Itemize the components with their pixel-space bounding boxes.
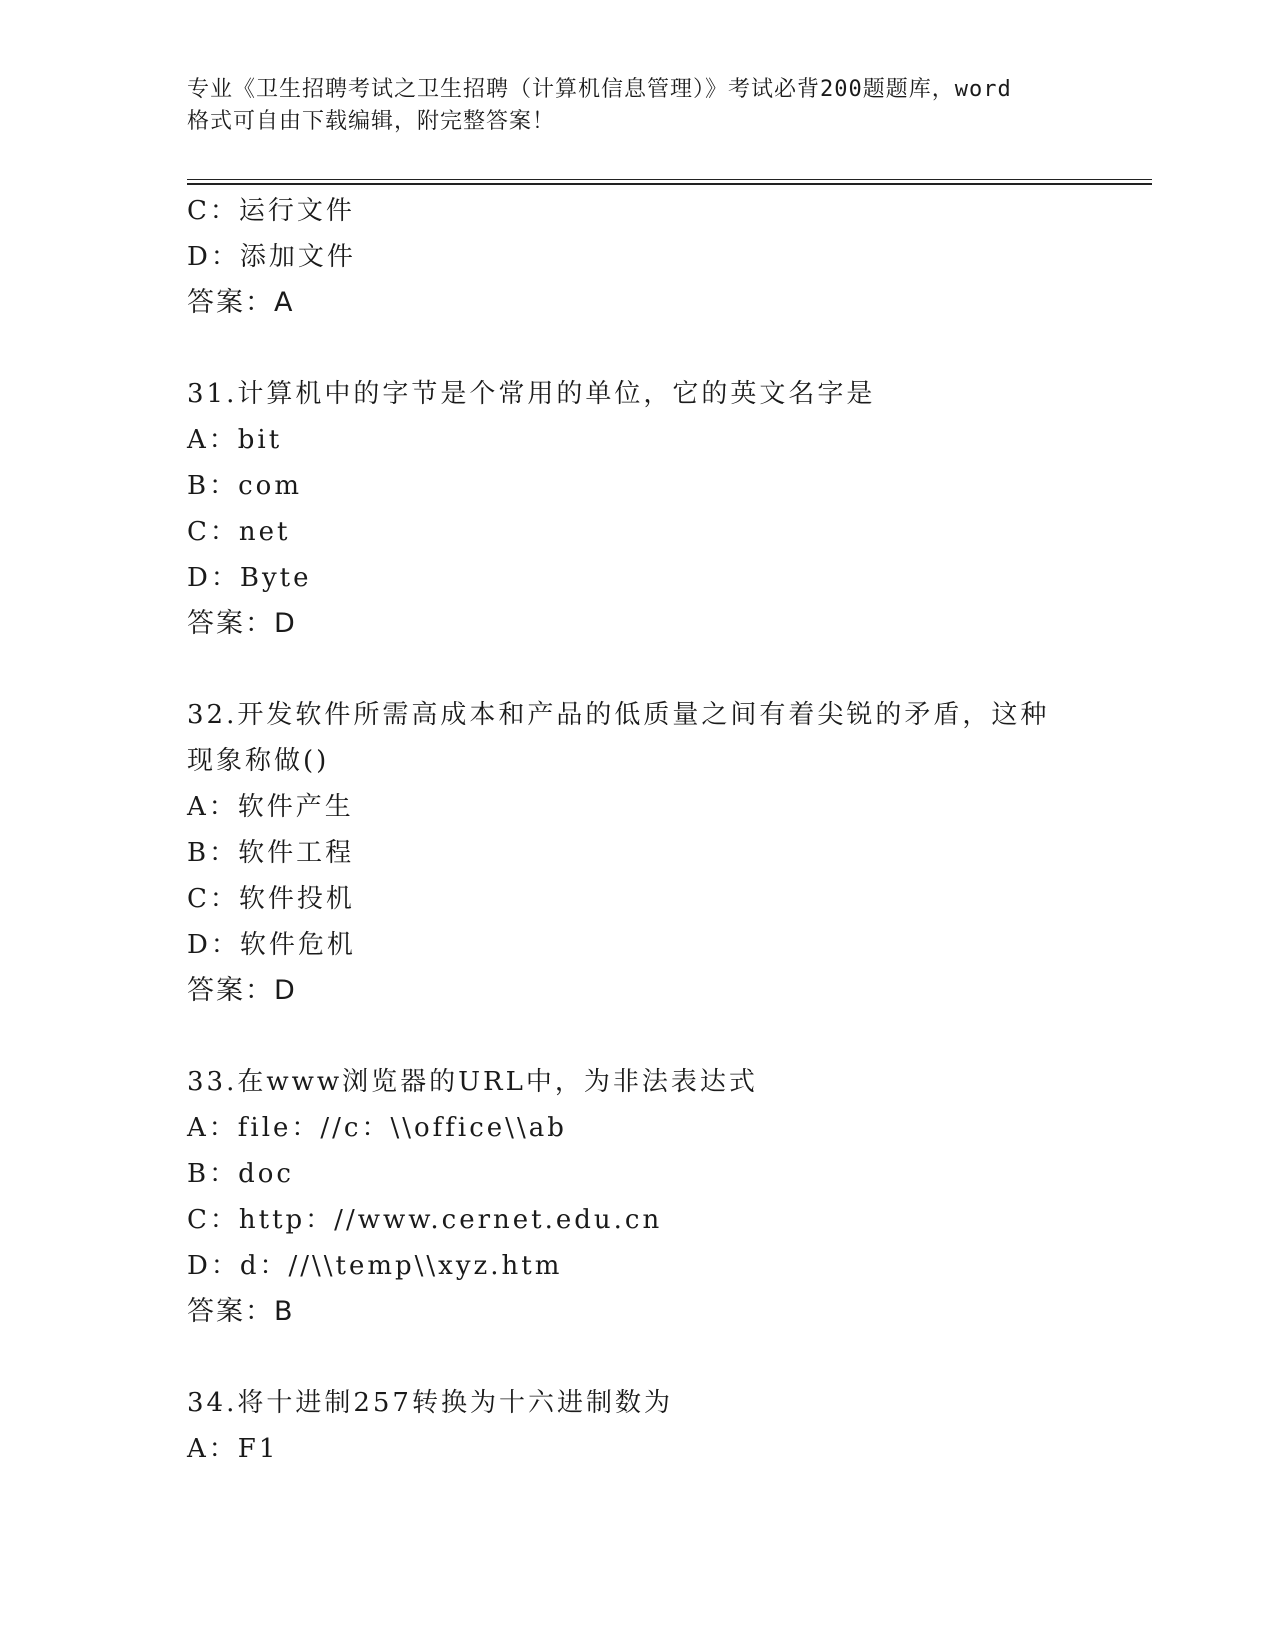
carry-over-block [187,188,1107,326]
question-31 [187,371,1107,647]
option-a: A：F1 [187,1434,279,1464]
option-c: C：http：//www.cernet.edu.cn [187,1205,663,1235]
option-a: A：软件产生 [187,792,354,822]
header-line-1: 专业《卫生招聘考试之卫生招聘（计算机信息管理）》考试必背200题题库，word [187,77,1012,102]
option-d: D：添加文件 [187,242,356,272]
answer-line: 答案：A [187,287,295,318]
option-b: B：doc [187,1159,294,1189]
option-c: C：运行文件 [187,196,355,226]
option-c: C：net [187,517,291,547]
option-c: C：软件投机 [187,884,355,914]
option-a: A：file：//c：\\office\\ab [187,1113,567,1143]
option-d: D：Byte [187,563,312,593]
header-line-2: 格式可自由下载编辑，附完整答案！ [187,109,556,134]
question-text: 32.开发软件所需高成本和产品的低质量之间有着尖锐的矛盾，这种现象称做() [187,700,1050,776]
option-b: B：软件工程 [187,838,355,868]
question-text: 34.将十进制257转换为十六进制数为 [187,1388,673,1418]
answer-line: 答案：D [187,608,297,639]
document-header [187,74,1087,138]
question-32 [187,692,1107,1014]
question-list [187,188,1107,1472]
option-b: B：com [187,471,302,501]
header-divider-thin [187,179,1152,180]
question-33 [187,1059,1107,1335]
header-divider-thick [187,183,1152,185]
option-a: A：bit [187,425,283,455]
option-d: D：d：//\\temp\\xyz.htm [187,1251,563,1281]
question-text: 31.计算机中的字节是个常用的单位，它的英文名字是 [187,379,876,409]
option-d: D：软件危机 [187,930,356,960]
question-34 [187,1380,1107,1472]
answer-line: 答案：D [187,975,297,1006]
answer-line: 答案：B [187,1296,295,1327]
question-text: 33.在www浏览器的URL中，为非法表达式 [187,1067,758,1097]
